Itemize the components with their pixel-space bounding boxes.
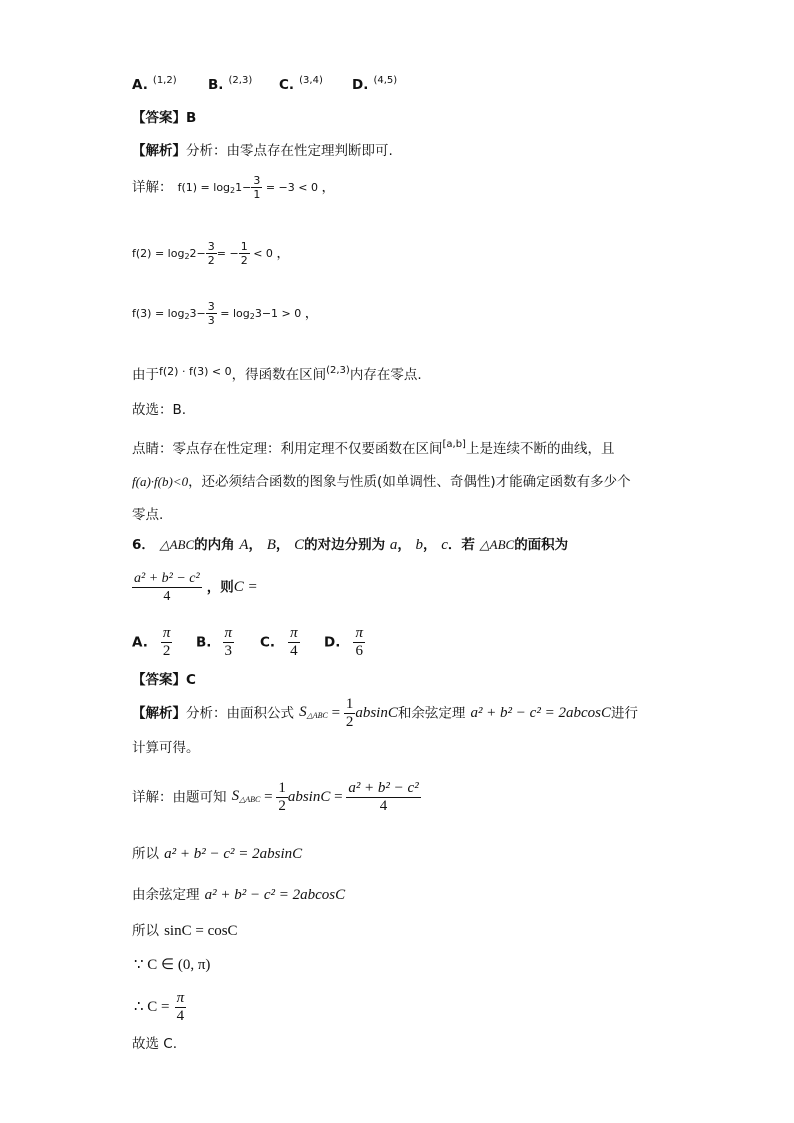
q5-analysis: 【解析】分析：由零点存在性定理判断即可. xyxy=(132,143,393,159)
q5-detail-f2: $f(2) = \log_22-$ $\frac{3}{2}$ = − $\frac{1}{2}$ < 0 ， xyxy=(132,240,290,267)
q5-choose: 故选：B. xyxy=(132,402,187,418)
q6-option-d: D. $\frac{\pi}{6}$ xyxy=(324,625,363,659)
half-fraction: $\frac{1}{2}$ xyxy=(278,780,286,814)
fraction: $\frac{\pi}{4}$ xyxy=(290,625,298,659)
q6-so1: 所以 a² + b² − c² = 2absinC xyxy=(132,846,303,862)
q6-choose: 故选 C. xyxy=(132,1036,178,1052)
q6-so2: 所以 sinC = cosC xyxy=(132,923,238,939)
fraction: $\frac{3}{3}$ xyxy=(207,300,215,327)
q6-analysis-line1: 【解析】分析：由面积公式 $S_{\triangle ABC}$ = $\frac{1}{2}$ absinC和余弦定理 a² + b² − c² = 2abcosC进行 xyxy=(132,696,638,730)
q6-stem-line1: 6． △ABC的内角 A， B， C的对边分别为 a， b， c．若 △ABC的面积为 xyxy=(132,537,569,553)
fraction: $\frac{\pi}{2}$ xyxy=(162,625,171,659)
q6-option-b: B. $\frac{\pi}{3}$ xyxy=(196,625,233,659)
option-a: A. $^{(1,2)}$ xyxy=(132,75,177,93)
fraction: $\frac{\pi}{6}$ xyxy=(355,625,363,659)
q5-answer: 【答案】B xyxy=(132,110,197,126)
q6-analysis-line2: 计算可得。 xyxy=(132,740,200,756)
q6-therefore: ∴ C = $\frac{\pi}{4}$ xyxy=(134,990,185,1024)
q5-since: 由于$^{f(2) \cdot f(3) < 0}$，得函数在区间$^{(2,3)}$内存在零点. xyxy=(132,365,422,383)
q5-detail-f1: 详解： $f(1) = \log_21-$ $\frac{3}{1}$ = −3 < 0 ， xyxy=(132,174,335,201)
q6-stem-line2: $\frac{\text{a² + b² − c²}}{4}$ ，则C = xyxy=(134,571,258,604)
q6-option-a: A. $\frac{\pi}{2}$ xyxy=(132,625,171,659)
half-fraction: $\frac{1}{2}$ xyxy=(345,696,354,730)
fraction: $\frac{3}{1}$ xyxy=(253,174,261,201)
q6-option-c: C. $\frac{\pi}{4}$ xyxy=(260,625,298,659)
fraction: $\frac{1}{2}$ xyxy=(240,240,248,267)
option-c: C. $^{(3,4)}$ xyxy=(279,75,323,93)
q6-because: ∵ C ∈ (0, π) xyxy=(134,957,211,973)
q5-tip-line2: f(a)·f(b)<0，还必须结合函数的图象与性质(如单调性、奇偶性)才能确定函数有多少个 xyxy=(132,474,631,490)
option-b: B. $^{(2,3)}$ xyxy=(208,75,253,93)
q6-answer: 【答案】C xyxy=(132,672,196,688)
area-fraction: $\frac{\text{a² + b² − c²}}{4}$ xyxy=(134,571,200,604)
fraction: $\frac{\pi}{4}$ xyxy=(176,990,185,1024)
q5-tip-line3: 零点. xyxy=(132,507,164,523)
q5-detail-f3: $f(3) = \log_23-$ $\frac{3}{3}$ = $\log_23-1 > 0$ ， xyxy=(132,300,319,327)
fraction: $\frac{\pi}{3}$ xyxy=(224,625,233,659)
q6-detail: 详解：由题可知 $S_{\triangle ABC}$ = $\frac{1}{2}$ absinC = $\frac{\text{a² + b² − c²}}{4}$ xyxy=(132,780,419,814)
option-d: D. $^{(4,5)}$ xyxy=(352,75,398,93)
area-fraction: $\frac{\text{a² + b² − c²}}{4}$ xyxy=(348,780,419,814)
q6-law: 由余弦定理 a² + b² − c² = 2abcosC xyxy=(132,887,346,903)
fraction: $\frac{3}{2}$ xyxy=(207,240,215,267)
q5-tip-line1: 点睛：零点存在性定理：利用定理不仅要函数在区间[a,b]上是连续不断的曲线，且 xyxy=(132,439,615,457)
